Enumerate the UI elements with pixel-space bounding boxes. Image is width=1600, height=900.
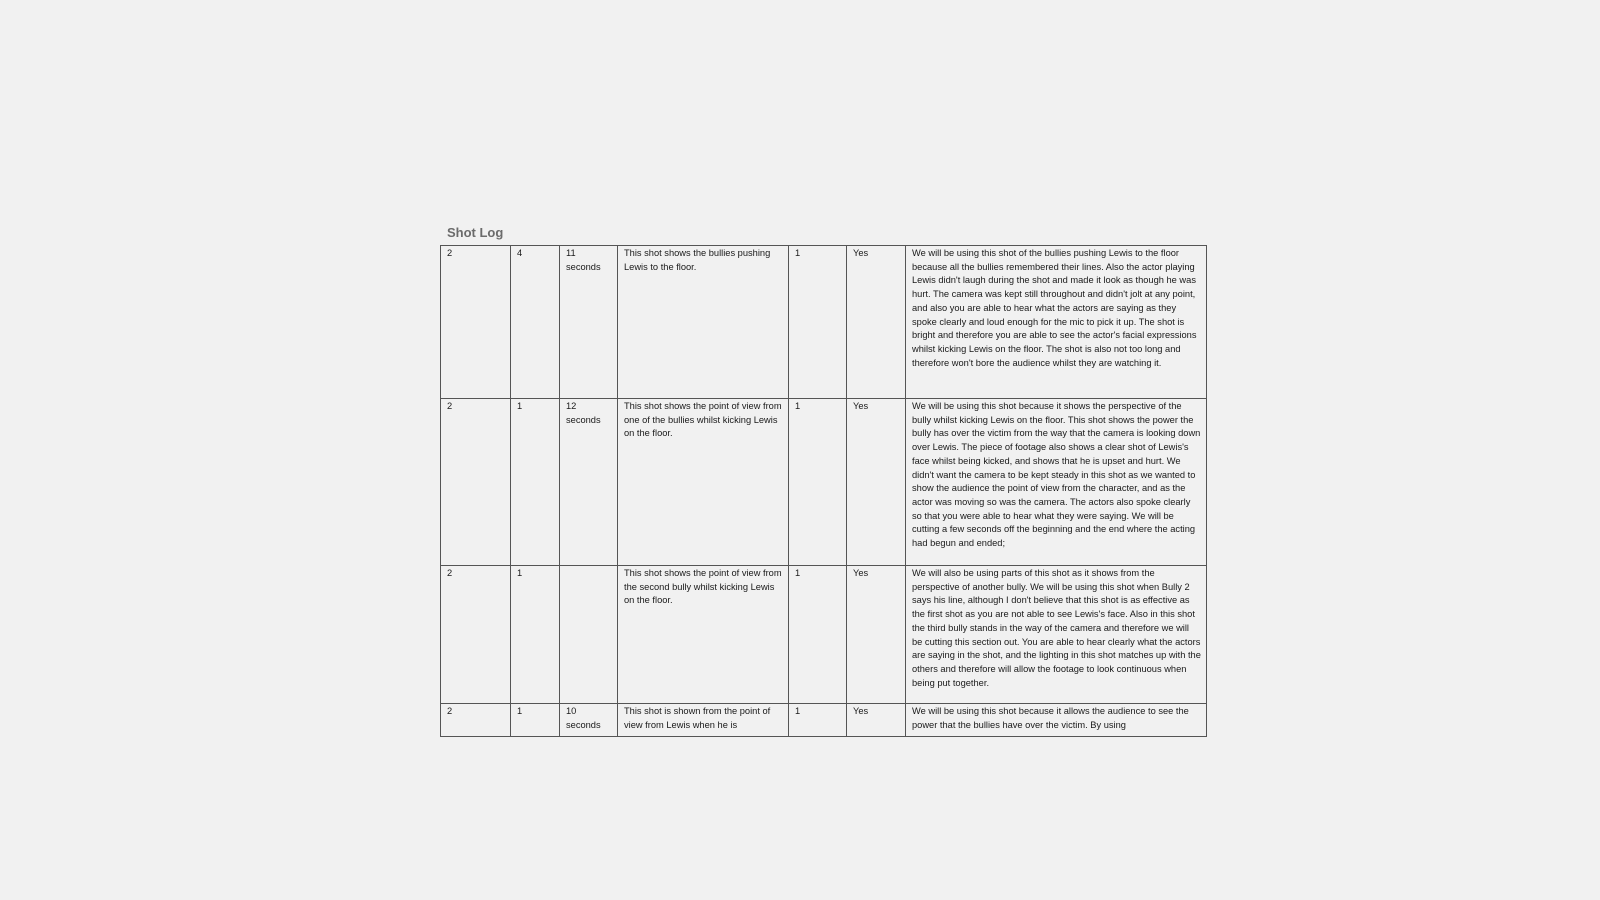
take-cell: 1 (789, 566, 847, 704)
description-cell: This shot shows the point of view from the second bully whilst kicking Lewis on the floor. (618, 566, 789, 704)
duration-cell (560, 566, 618, 704)
reason-cell: We will also be using parts of this shot as it shows from the perspective of another bully. We will be using this shot when Bully 2 says his line, although I don't believe that this shot is as effective as the first shot as you are not able to see Lewis's face. Also in this shot the third bully stands in the way of the camera and therefore we will be cutting this section out. You are able to hear clearly what the actors are saying in the shot, and the lighting in this shot matches up with the others and therefore will allow the footage to look continuous when being put together. (906, 566, 1207, 704)
use-cell: Yes (847, 566, 906, 704)
shot-cell: 4 (511, 246, 560, 399)
take-cell: 1 (789, 399, 847, 566)
reason-cell: We will be using this shot because it allows the audience to see the power that the bullies have over the victim. By using (906, 704, 1207, 737)
shot-cell: 1 (511, 399, 560, 566)
scene-cell: 2 (441, 566, 511, 704)
scene-cell: 2 (441, 246, 511, 399)
take-cell: 1 (789, 704, 847, 737)
scene-cell: 2 (441, 704, 511, 737)
shot-cell: 1 (511, 566, 560, 704)
duration-cell: 12 seconds (560, 399, 618, 566)
table-row (441, 704, 1207, 737)
description-cell: This shot shows the bullies pushing Lewis to the floor. (618, 246, 789, 399)
table-row (441, 399, 1207, 566)
description-cell: This shot shows the point of view from one of the bullies whilst kicking Lewis on the floor. (618, 399, 789, 566)
shot-log-document (440, 224, 1206, 737)
take-cell: 1 (789, 246, 847, 399)
document-title: Shot Log (447, 225, 504, 240)
reason-cell: We will be using this shot of the bullies pushing Lewis to the floor because all the bullies remembered their lines. Also the actor playing Lewis didn't laugh during the shot and made it look as though he was hurt. The camera was kept still throughout and didn't jolt at any point, and also you are able to hear what the actors are saying as they spoke clearly and loud enough for the mic to pick it up. The shot is bright and therefore you are able to see the actor's facial expressions whilst kicking Lewis on the floor. The shot is also not too long and therefore won't bore the audience whilst they are watching it. (906, 246, 1207, 399)
reason-cell: We will be using this shot because it shows the perspective of the bully whilst kicking Lewis on the floor. This shot shows the power the bully has over the victim from the way that the camera is looking down over Lewis. The piece of footage also shows a clear shot of Lewis's face whilst being kicked, and shows that he is upset and hurt. We didn't want the camera to be kept steady in this shot as we wanted to show the audience the point of view from the character, and as the actor was moving so was the camera. The actors also spoke clearly so that you were able to hear what they were saying. We will be cutting a few seconds off the beginning and the end where the acting had begun and ended; (906, 399, 1207, 566)
shot-log-table (440, 245, 1207, 737)
use-cell: Yes (847, 399, 906, 566)
use-cell: Yes (847, 704, 906, 737)
table-row (441, 246, 1207, 399)
description-cell: This shot is shown from the point of view from Lewis when he is (618, 704, 789, 737)
duration-cell: 11 seconds (560, 246, 618, 399)
shot-cell: 1 (511, 704, 560, 737)
duration-cell: 10 seconds (560, 704, 618, 737)
use-cell: Yes (847, 246, 906, 399)
scene-cell: 2 (441, 399, 511, 566)
table-row (441, 566, 1207, 704)
